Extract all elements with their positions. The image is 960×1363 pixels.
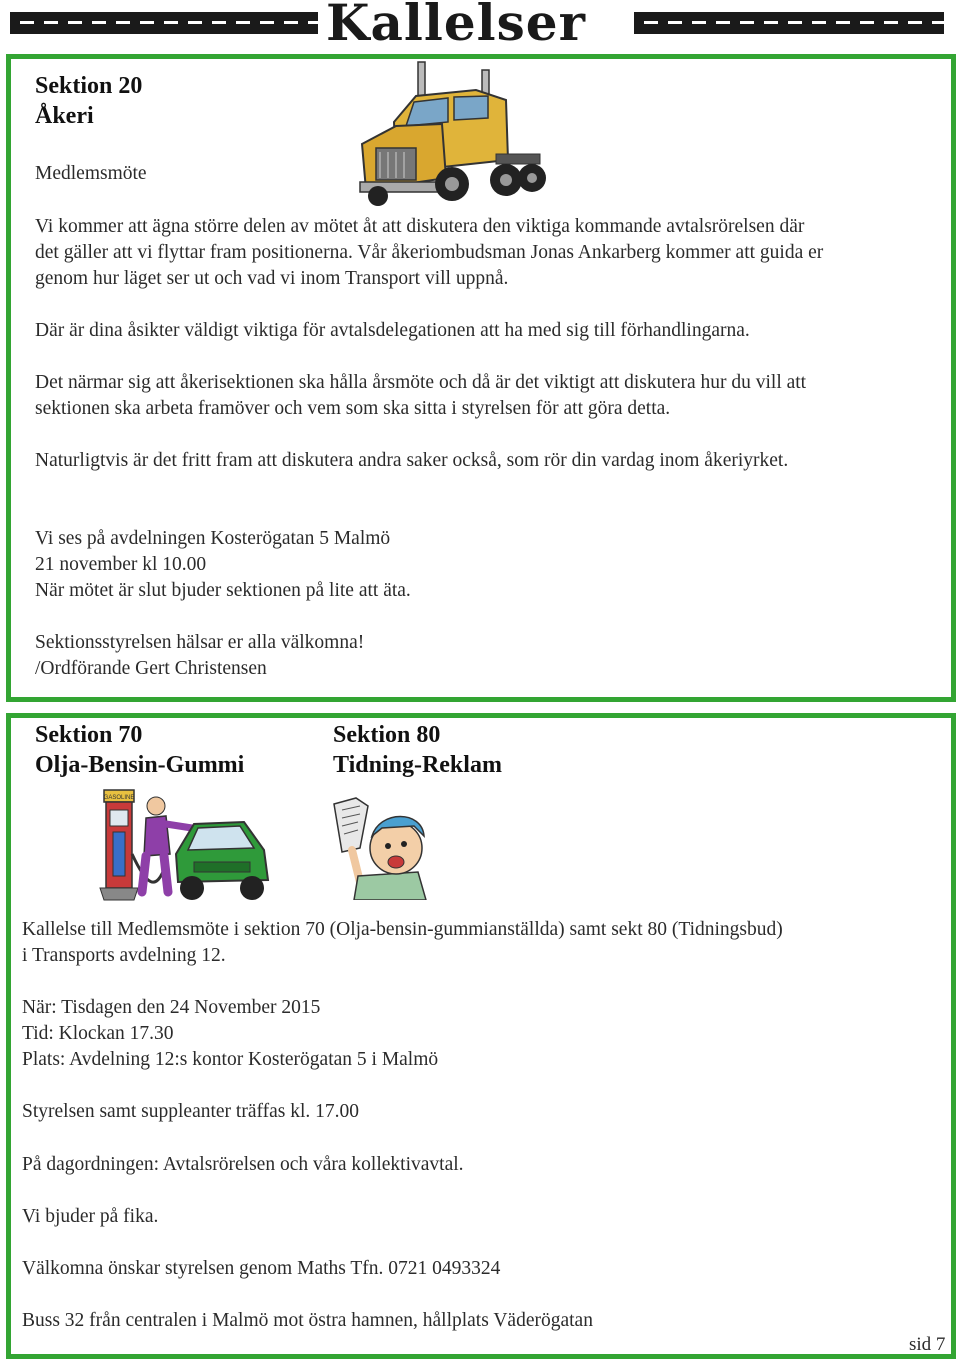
newspaper-boy-illustration: [330, 796, 436, 900]
section-20-signature: /Ordförande Gert Christensen: [35, 658, 267, 679]
section-20-subheading: Åkeri: [35, 103, 94, 129]
section-20-paragraph-2: Där är dina åsikter väldigt viktiga för avtalsdelegationen att ha med sig till förhandlingarna.: [35, 320, 750, 341]
section-20-meeting-place: Vi ses på avdelningen Kosterögatan 5 Malmö: [35, 528, 391, 549]
pump-label: GASOLINE: [103, 795, 135, 801]
section-20-paragraph-4: Naturligtvis är det fritt fram att diskutera andra saker också, som rör din vardag inom åkeriyrket.: [35, 450, 789, 471]
section-80-heading: Sektion 80: [333, 722, 441, 748]
meeting-time: Tid: Klockan 17.30: [22, 1023, 174, 1044]
section-20-greeting: Sektionsstyrelsen hälsar er alla välkomna!: [35, 632, 365, 653]
header-dash-right: [634, 12, 944, 34]
section-80-subheading: Tidning-Reklam: [333, 752, 502, 778]
meeting-date: När: Tisdagen den 24 November 2015: [22, 997, 321, 1018]
section-20-paragraph-1-line-2: det gäller att vi flyttar fram positionerna. Vår åkeriombudsman Jonas Ankarberg kommer att guida er: [35, 242, 824, 263]
section-70-subheading: Olja-Bensin-Gummi: [35, 752, 245, 778]
section-20-paragraph-3-line-1: Det närmar sig att åkerisektionen ska hålla årsmöte och då är det viktigt att diskutera hur du vill att: [35, 372, 807, 393]
gas-station-illustration: [96, 784, 272, 906]
section-20-heading: Sektion 20: [35, 73, 143, 99]
section-70-heading: Sektion 70: [35, 722, 143, 748]
section-70-80-intro-line-2: i Transports avdelning 12.: [22, 945, 226, 966]
page-title: Kallelser: [326, 0, 586, 52]
board-meeting-note: Styrelsen samt suppleanter träffas kl. 17.00: [22, 1101, 360, 1122]
welcome-contact: Välkomna önskar styrelsen genom Maths Tfn. 0721 0493324: [22, 1258, 501, 1279]
section-20-paragraph-1-line-3: genom hur läget ser ut och vad vi inom Transport vill uppnå.: [35, 268, 509, 289]
section-20-meeting-food: När mötet är slut bjuder sektionen på lite att äta.: [35, 580, 411, 601]
header-dash-left: [10, 12, 318, 34]
section-70-80-intro-line-1: Kallelse till Medlemsmöte i sektion 70 (Olja-bensin-gummianställda) samt sekt 80 (Tidningsbud): [22, 919, 783, 940]
section-20-paragraph-3-line-2: sektionen ska arbeta framöver och vem som ska sitta i styrelsen för att göra detta.: [35, 398, 671, 419]
fika-note: Vi bjuder på fika.: [22, 1206, 159, 1227]
page-number: sid 7: [909, 1334, 946, 1355]
page-header: [0, 0, 960, 52]
meeting-place: Plats: Avdelning 12:s kontor Kosterögatan 5 i Malmö: [22, 1049, 439, 1070]
truck-illustration: [356, 60, 546, 208]
section-20-meeting-time: 21 november kl 10.00: [35, 554, 207, 575]
section-20-subtitle: Medlemsmöte: [35, 163, 147, 184]
section-20-paragraph-1-line-1: Vi kommer att ägna större delen av mötet åt att diskutera den viktiga kommande avtalsrörelsen där: [35, 216, 805, 237]
agenda-note: På dagordningen: Avtalsrörelsen och våra kollektivavtal.: [22, 1154, 464, 1175]
bus-directions: Buss 32 från centralen i Malmö mot östra hamnen, hållplats Väderögatan: [22, 1310, 593, 1331]
